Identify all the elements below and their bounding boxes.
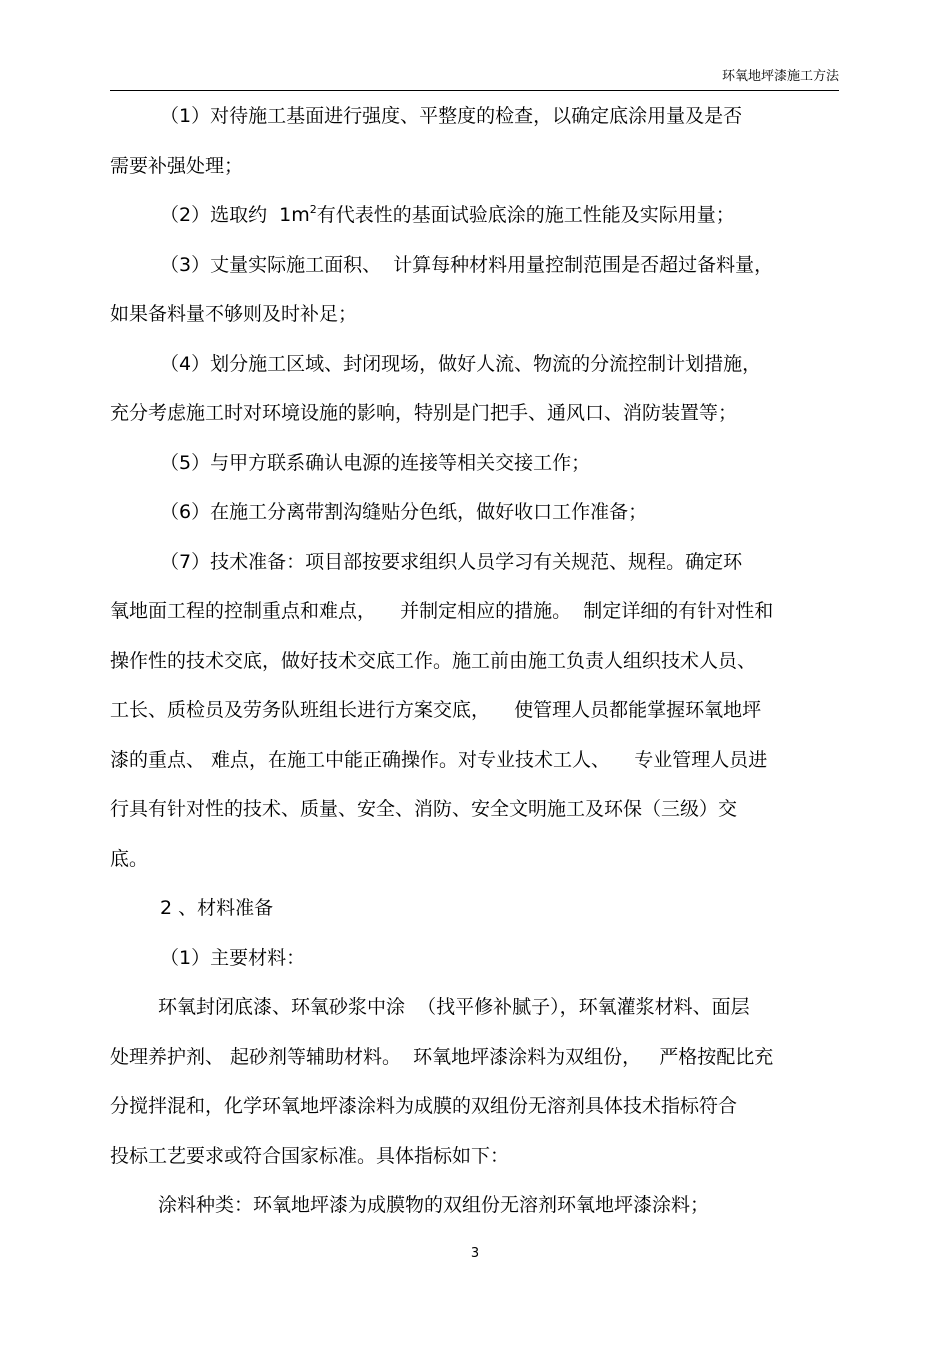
- paragraph-3-line-2: 如果备料量不够则及时补足；: [110, 303, 358, 325]
- square-superscript: 2: [309, 203, 317, 216]
- page-number: 3: [470, 1246, 480, 1261]
- paragraph-7-line-1: （7）技术准备：项目部按要求组织人员学习有关规范、规程。确定环: [160, 550, 743, 573]
- paragraph-7-line-3: 操作性的技术交底，做好技术交底工作。施工前由施工负责人组织技术人员、: [110, 649, 757, 672]
- paragraph-3-line-1: （3）丈量实际施工面积、 计算每种材料用量控制范围是否超过备料量，: [160, 253, 774, 276]
- materials-paragraph-line-3: 分搅拌混和，化学环氧地坪漆涂料为成膜的双组份无溶剂具体技术指标符合: [110, 1095, 738, 1117]
- paragraph-2-text-before: （2）选取约 1m: [160, 204, 310, 226]
- paragraph-5: （5）与甲方联系确认电源的连接等相关交接工作；: [160, 451, 591, 474]
- document-body: [110, 101, 839, 1240]
- paragraph-6: （6）在施工分离带割沟缝贴分色纸，做好收口工作准备；: [160, 501, 648, 523]
- coating-type-paragraph: 涂料种类：环氧地坪漆为成膜物的双组份无溶剂环氧地坪漆涂料；: [158, 1194, 710, 1216]
- page-header: [110, 66, 839, 91]
- paragraph-1-line-1: （1）对待施工基面进行强度、平整度的检查，以确定底涂用量及是否: [160, 105, 743, 127]
- paragraph-7-line-4: 工长、质检员及劳务队班组长进行方案交底， 使管理人员都能掌握环氧地坪: [110, 699, 762, 721]
- paragraph-4-line-1: （4）划分施工区域、封闭现场，做好人流、物流的分流控制计划措施，: [160, 352, 762, 375]
- section-2-heading: 2 、材料准备: [160, 897, 274, 919]
- paragraph-1-line-2: 需要补强处理；: [110, 154, 244, 177]
- paragraph-2: [110, 200, 839, 250]
- materials-paragraph-line-1: 环氧封闭底漆、环氧砂浆中涂 （找平修补腻子），环氧灌浆材料、面层: [158, 996, 750, 1018]
- section-2-subheading: （1）主要材料：: [160, 946, 306, 969]
- paragraph-7-line-7: 底。: [110, 847, 149, 870]
- header-title: 环氧地坪漆施工方法: [721, 69, 839, 84]
- materials-paragraph-line-4: 投标工艺要求或符合国家标准。具体指标如下：: [110, 1144, 510, 1167]
- paragraph-7-line-5: 漆的重点、 难点，在施工中能正确操作。对专业技术工人、 专业管理人员进: [110, 748, 768, 771]
- paragraph-7-line-6: 行具有针对性的技术、质量、安全、消防、安全文明施工及环保（三级）交: [110, 798, 738, 820]
- paragraph-4-line-2: 充分考虑施工时对环境设施的影响，特别是门把手、通风口、消防装置等；: [110, 402, 738, 424]
- paragraph-2-text-after: 有代表性的基面试验底涂的施工性能及实际用量；: [316, 204, 735, 226]
- paragraph-7-line-2: 氧地面工程的控制重点和难点， 并制定相应的措施。 制定详细的有针对性和: [110, 600, 774, 622]
- materials-paragraph-line-2: 处理养护剂、 起砂剂等辅助材料。 环氧地坪漆涂料为双组份， 严格按配比充: [110, 1045, 774, 1068]
